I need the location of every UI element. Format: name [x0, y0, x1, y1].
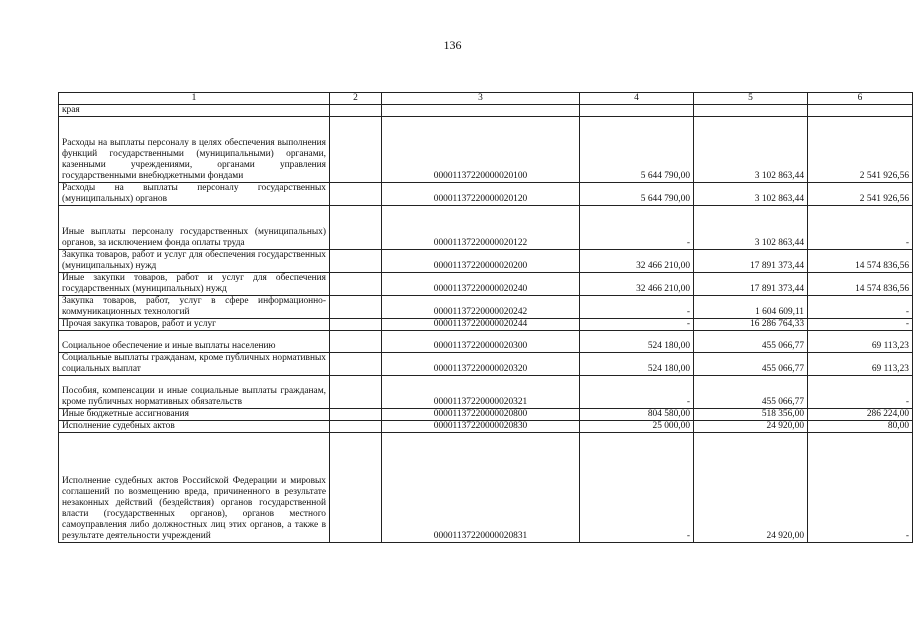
- table-row: [59, 206, 913, 250]
- row-description: Иные выплаты персоналу государственных (муниципальных) органов, за исключением фонда оплаты труда: [59, 206, 330, 250]
- column-header-3: 3: [382, 93, 580, 105]
- row-budget-code: [382, 105, 580, 117]
- row-description: Социальные выплаты гражданам, кроме публичных нормативных социальных выплат: [59, 353, 330, 376]
- row-value-6: -: [808, 296, 913, 319]
- table-row: [59, 250, 913, 273]
- row-value-4: -: [580, 376, 694, 409]
- column-header-1: 1: [59, 93, 330, 105]
- budget-table: [58, 92, 913, 543]
- row-value-6: -: [808, 206, 913, 250]
- row-budget-code: 00001137220000020831: [382, 433, 580, 543]
- column-header-2: 2: [330, 93, 382, 105]
- row-value-6: -: [808, 433, 913, 543]
- row-value-5: 17 891 373,44: [694, 250, 808, 273]
- row-value-4: 524 180,00: [580, 353, 694, 376]
- column-header-5: 5: [694, 93, 808, 105]
- row-value-4: -: [580, 319, 694, 331]
- row-description: Иные бюджетные ассигнования: [59, 409, 330, 421]
- row-description: Расходы на выплаты персоналу государственных (муниципальных) органов: [59, 183, 330, 206]
- row-value-6: -: [808, 319, 913, 331]
- row-col2: [330, 117, 382, 183]
- row-col2: [330, 409, 382, 421]
- row-value-5: 3 102 863,44: [694, 117, 808, 183]
- row-value-6: 69 113,23: [808, 331, 913, 353]
- table-row: [59, 273, 913, 296]
- row-value-4: 5 644 790,00: [580, 183, 694, 206]
- table-header-row: [59, 93, 913, 105]
- row-value-5: 455 066,77: [694, 376, 808, 409]
- row-budget-code: 00001137220000020120: [382, 183, 580, 206]
- column-header-6: 6: [808, 93, 913, 105]
- row-description: Пособия, компенсации и иные социальные выплаты гражданам, кроме публичных нормативных обязательств: [59, 376, 330, 409]
- row-col2: [330, 206, 382, 250]
- row-value-5: 24 920,00: [694, 421, 808, 433]
- row-col2: [330, 376, 382, 409]
- row-value-5: 17 891 373,44: [694, 273, 808, 296]
- row-col2: [330, 331, 382, 353]
- row-value-6: 80,00: [808, 421, 913, 433]
- row-col2: [330, 273, 382, 296]
- table-row: [59, 353, 913, 376]
- row-value-6: 2 541 926,56: [808, 117, 913, 183]
- row-description: Исполнение судебных актов Российской Федерации и мировых соглашений по возмещению вреда, причиненного в результате незаконных действий (бездействия) органов государственной власти (государственных органов), органов местного самоуправления либо должностных лиц этих органов, а также в результате деятельности учреждений: [59, 433, 330, 543]
- table-row: [59, 296, 913, 319]
- row-value-4: -: [580, 206, 694, 250]
- row-col2: [330, 183, 382, 206]
- row-value-5: [694, 105, 808, 117]
- row-value-5: 1 604 609,11: [694, 296, 808, 319]
- row-budget-code: 00001137220000020321: [382, 376, 580, 409]
- row-value-4: 32 466 210,00: [580, 273, 694, 296]
- row-value-5: 3 102 863,44: [694, 206, 808, 250]
- row-description: Социальное обеспечение и иные выплаты населению: [59, 331, 330, 353]
- table-row: [59, 117, 913, 183]
- row-value-6: 286 224,00: [808, 409, 913, 421]
- page-number: 136: [443, 38, 462, 52]
- row-value-4: 5 644 790,00: [580, 117, 694, 183]
- row-value-6: 69 113,23: [808, 353, 913, 376]
- table-row: [59, 183, 913, 206]
- row-budget-code: 00001137220000020830: [382, 421, 580, 433]
- table-row: [59, 319, 913, 331]
- row-description: края: [59, 105, 330, 117]
- row-value-6: 14 574 836,56: [808, 250, 913, 273]
- row-col2: [330, 296, 382, 319]
- row-value-5: 24 920,00: [694, 433, 808, 543]
- row-description: Иные закупки товаров, работ и услуг для обеспечения государственных (муниципальных) нужд: [59, 273, 330, 296]
- row-value-6: 2 541 926,56: [808, 183, 913, 206]
- row-budget-code: 00001137220000020300: [382, 331, 580, 353]
- row-value-4: 25 000,00: [580, 421, 694, 433]
- row-value-6: 14 574 836,56: [808, 273, 913, 296]
- table-row: [59, 105, 913, 117]
- row-description: Закупка товаров, работ и услуг для обеспечения государственных (муниципальных) нужд: [59, 250, 330, 273]
- table-row: [59, 433, 913, 543]
- row-col2: [330, 250, 382, 273]
- row-value-6: [808, 105, 913, 117]
- row-col2: [330, 421, 382, 433]
- row-description: Расходы на выплаты персоналу в целях обеспечения выполнения функций государственными (муниципальными) органами, казенными учреждениями, органами управления государственными внебюджетными фондами: [59, 117, 330, 183]
- row-budget-code: 00001137220000020244: [382, 319, 580, 331]
- row-description: Прочая закупка товаров, работ и услуг: [59, 319, 330, 331]
- row-value-5: 3 102 863,44: [694, 183, 808, 206]
- row-col2: [330, 433, 382, 543]
- row-value-4: -: [580, 433, 694, 543]
- row-value-5: 16 286 764,33: [694, 319, 808, 331]
- row-value-6: -: [808, 376, 913, 409]
- table-body: [59, 105, 913, 543]
- row-budget-code: 00001137220000020800: [382, 409, 580, 421]
- row-value-4: 804 580,00: [580, 409, 694, 421]
- table-row: [59, 421, 913, 433]
- table-row: [59, 331, 913, 353]
- row-budget-code: 00001137220000020240: [382, 273, 580, 296]
- column-header-4: 4: [580, 93, 694, 105]
- row-budget-code: 00001137220000020320: [382, 353, 580, 376]
- row-col2: [330, 105, 382, 117]
- row-budget-code: 00001137220000020242: [382, 296, 580, 319]
- row-description: Закупка товаров, работ, услуг в сфере информационно-коммуникационных технологий: [59, 296, 330, 319]
- table-row: [59, 376, 913, 409]
- row-description: Исполнение судебных актов: [59, 421, 330, 433]
- row-value-4: -: [580, 296, 694, 319]
- row-value-5: 455 066,77: [694, 331, 808, 353]
- row-value-5: 518 356,00: [694, 409, 808, 421]
- table-row: [59, 409, 913, 421]
- row-budget-code: 00001137220000020100: [382, 117, 580, 183]
- row-value-4: 524 180,00: [580, 331, 694, 353]
- row-budget-code: 00001137220000020200: [382, 250, 580, 273]
- row-budget-code: 00001137220000020122: [382, 206, 580, 250]
- row-value-4: [580, 105, 694, 117]
- row-col2: [330, 319, 382, 331]
- row-value-4: 32 466 210,00: [580, 250, 694, 273]
- row-value-5: 455 066,77: [694, 353, 808, 376]
- row-col2: [330, 353, 382, 376]
